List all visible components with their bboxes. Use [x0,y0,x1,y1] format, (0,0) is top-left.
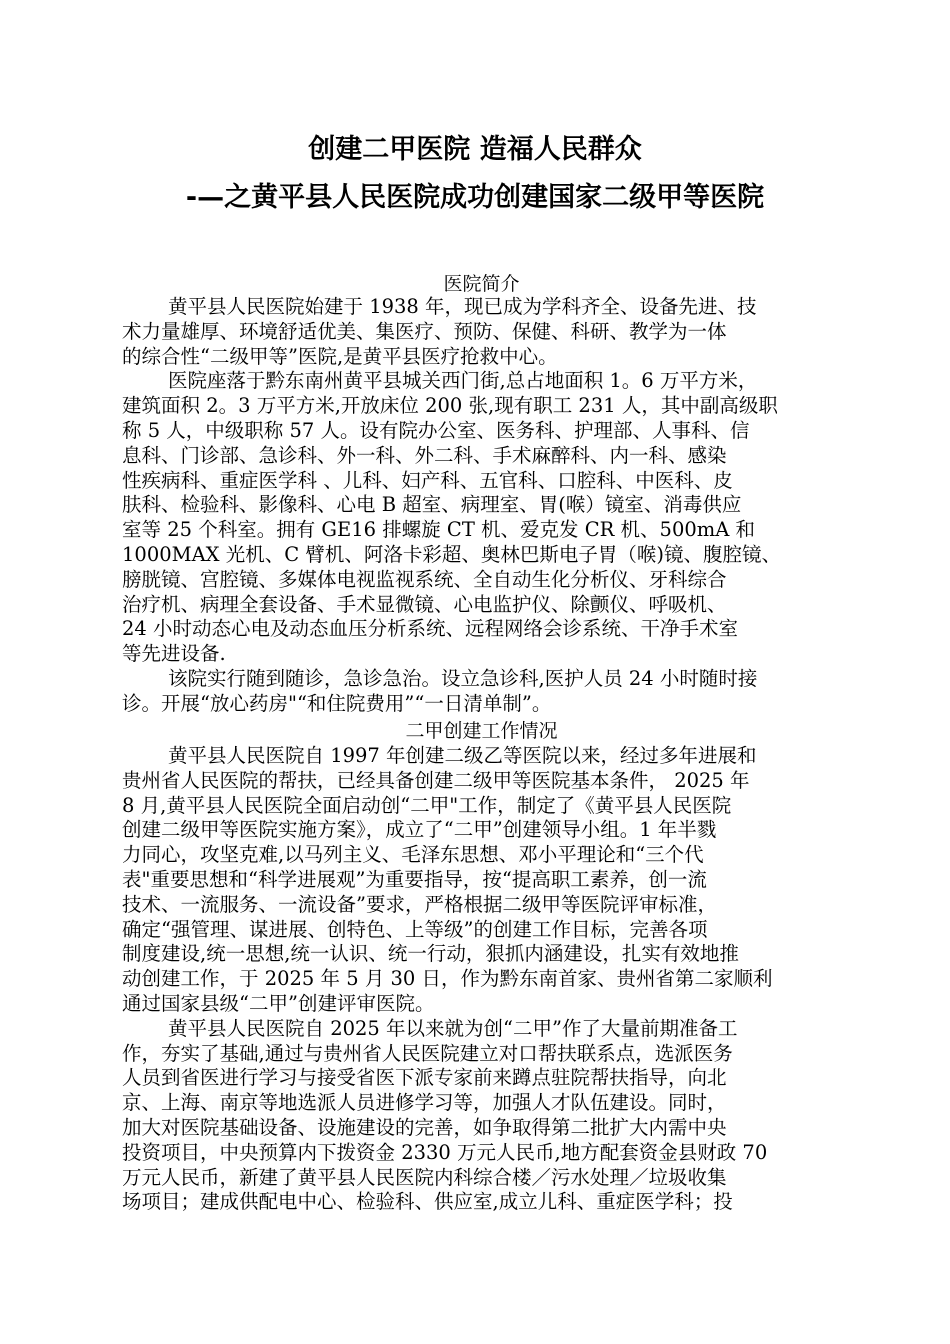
document-subtitle: -—之黄平县人民医院成功创建国家二级甲等医院 [185,182,765,213]
text-line: 膀胱镜、宫腔镜、多媒体电视监视系统、全自动生化分析仪、牙科综合 [122,567,727,591]
section-body-work [122,744,842,1215]
text-line: 息科、门诊部、急诊科、外一科、外二科、手术麻醉科、内一科、感染 [122,443,727,467]
text-line: 京、上海、南京等地选派人员进修学习等，加强人才队伍建设。同时， [122,1091,727,1115]
text-line: 医院座落于黔东南州黄平县城关西门街,总占地面积 1。6 万平方米， [168,369,758,393]
text-line: 通过国家县级“二甲”创建评审医院。 [122,991,435,1015]
text-line: 黄平县人民医院自 1997 年创建二级乙等医院以来，经过多年进展和 [168,744,757,767]
text-line: 人员到省医进行学习与接受省医下派专家前来蹲点驻院帮扶指导，向北 [122,1066,727,1090]
text-line: 性疾病科、重症医学科 、儿科、妇产科、五官科、口腔科、中医科、皮 [122,468,733,492]
paragraph [122,295,842,369]
paragraph [122,667,842,717]
document-title: 创建二甲医院 造福人民群众 [308,134,642,165]
text-line: 的综合性“二级甲等”医院,是黄平县医疗抢救中心。 [122,344,558,368]
paragraph [122,369,842,667]
text-line: 场项目；建成供配电中心、检验科、供应室,成立儿科、重症医学科；投 [122,1190,733,1214]
paragraph [122,744,842,1017]
text-line: 万元人民币，新建了黄平县人民医院内科综合楼／污水处理／垃圾收集 [122,1165,727,1189]
text-line: 力同心，攻坚克难,以马列主义、毛泽东思想、邓小平理论和“三个代 [122,843,704,867]
text-line: 治疗机、病理全套设备、手术显微镜、心电监护仪、除颤仪、呼吸机、 [122,592,727,616]
text-line: 作，夯实了基础,通过与贵州省人民医院建立对口帮扶联系点，选派医务 [122,1041,733,1065]
text-line: 表"重要思想和“科学进展观”为重要指导，按“提高职工素养，创一流 [122,867,707,891]
text-line: 术力量雄厚、环境舒适优美、集医疗、预防、保健、科研、教学为一体 [122,319,727,343]
text-line: 该院实行随到随诊，急诊急治。设立急诊科,医护人员 24 小时随时接 [168,666,758,690]
text-line: 动创建工作，于 2025 年 5 月 30 日，作为黔东南首家、贵州省第二家顺利 [122,967,773,991]
text-line: 8 月,黄平县人民医院全面启动创“二甲"工作，制定了《黄平县人民医院 [122,793,732,817]
text-line: 技术、一流服务、一流设备”要求，严格根据二级甲等医院评审标准， [122,892,717,916]
text-line: 制度建设,统一思想,统一认识、统一行动，狠抓内涵建设，扎实有效地推 [122,942,739,966]
text-line: 创建二级甲等医院实施方案》，成立了“二甲”创建领导小组。1 年半戮 [122,818,717,842]
text-line: 投资项目，中央预算内下拨资金 2330 万元人民币,地方配套资金县财政 70 [122,1140,768,1164]
text-line: 诊。开展“放心药房"“和住院费用”“一日清单制”。 [122,691,552,715]
text-line: 黄平县人民医院自 2025 年以来就为创“二甲”作了大量前期准备工 [168,1016,738,1040]
text-line: 称 5 人，中级职称 57 人。设有院办公室、医务科、护理部、人事科、信 [122,418,750,442]
paragraph [122,1017,842,1215]
text-line: 加大对医院基础设备、设施建设的完善，如争取得第二批扩大内需中央 [122,1115,727,1139]
text-line: 贵州省人民医院的帮扶，已经具备创建二级甲等医院基本条件， 2025 年 [122,768,750,792]
text-line: 肤科、检验科、影像科、心电 B 超室、病理室、胃(喉）镜室、消毒供应 [122,493,742,517]
section-body-intro [122,295,842,717]
section-heading-work: 二甲创建工作情况 [405,720,558,742]
section-heading-intro: 医院简介 [443,273,520,295]
text-line: 确定“强管理、谋进展、创特色、上等级”的创建工作目标，完善各项 [122,917,708,941]
text-line: 室等 25 个科室。拥有 GE16 排螺旋 CT 机、爱克发 CR 机、500mA 和 [122,518,756,542]
text-line: 1000MAX 光机、C 臂机、阿洛卡彩超、奥林巴斯电子胃（喉)镜、腹腔镜、 [122,542,781,566]
text-line: 建筑面积 2。3 万平方米,开放床位 200 张,现有职工 231 人，其中副高级职 [122,394,778,418]
text-line: 黄平县人民医院始建于 1938 年，现已成为学科齐全、设备先进、技 [168,295,757,318]
text-line: 24 小时动态心电及动态血压分析系统、远程网络会诊系统、干净手术室 [122,617,739,641]
text-line: 等先进设备. [122,642,226,666]
